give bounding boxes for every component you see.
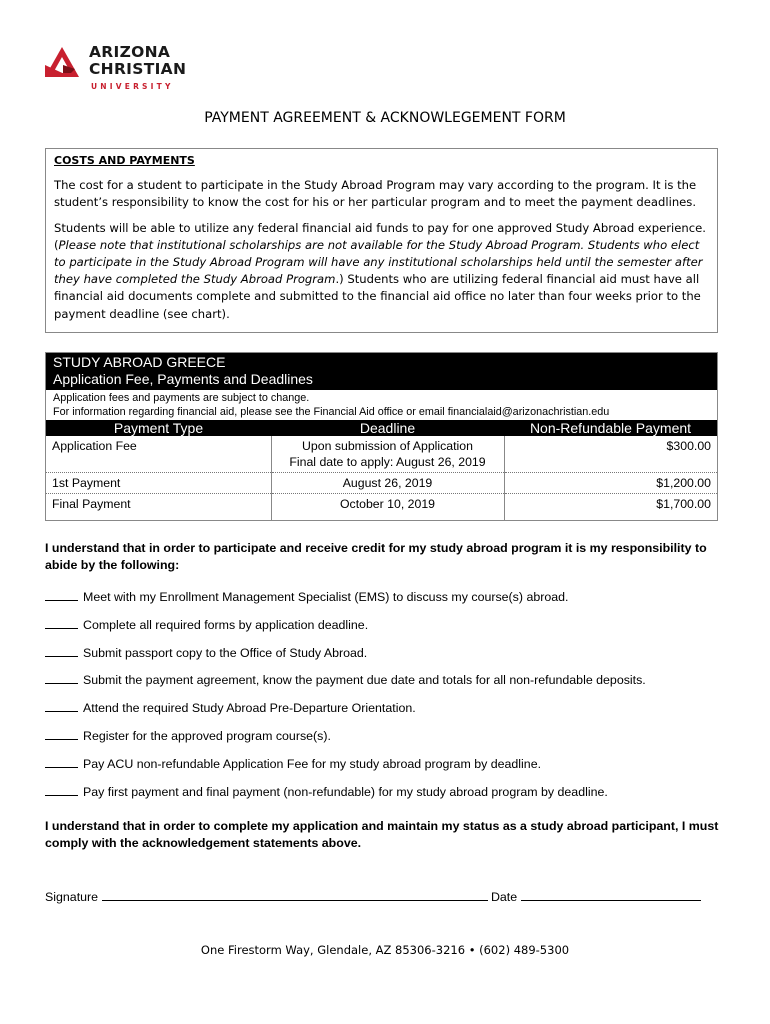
costs-paragraph-1: The cost for a student to participate in the Study Abroad Program may vary according to the program. It is the student’s responsibility to know the cost for his or her particular program and to meet the payment deadlines. [54,178,697,210]
date-label: Date [490,890,518,904]
date-line[interactable] [521,889,701,901]
logo-text-christian: CHRISTIAN [89,60,187,78]
deadline-cell: Upon submission of Application Final date to apply: August 26, 2019 [271,436,504,473]
checklist-item: Complete all required forms by application deadline. [45,617,368,633]
payment-table [46,420,717,520]
checklist-item: Pay ACU non-refundable Application Fee for my study abroad program by deadline. [45,756,541,772]
footer-address: One Firestorm Way, Glendale, AZ 85306-3216 • (602) 489-5300 [200,943,570,957]
amount-cell: $1,200.00 [504,473,717,494]
table-header-row [46,420,717,436]
table-row [46,494,717,521]
initial-blank[interactable] [45,618,78,629]
greece-title: STUDY ABROAD GREECE [53,354,226,370]
payment-type-cell: Application Fee [52,439,137,453]
deadline-cell: October 10, 2019 [271,494,504,521]
greece-header [46,353,717,390]
checklist-item: Attend the required Study Abroad Pre-Departure Orientation. [45,700,416,716]
university-logo [45,44,195,94]
logo-text-university: UNIVERSITY [91,82,174,91]
signature-line[interactable] [102,889,488,901]
initial-blank[interactable] [45,646,78,657]
greece-notes [46,390,717,420]
checklist-item: Submit the payment agreement, know the payment due date and totals for all non-refundable deposits. [45,672,646,688]
signature-row [45,889,701,904]
logo-text-arizona: ARIZONA [89,43,171,61]
deadline-cell: August 26, 2019 [271,473,504,494]
compliance-statement: I understand that in order to complete my application and maintain my status as a study abroad participant, I must comply with the acknowledgement statements above. [45,819,719,850]
costs-paragraph-2: Students will be able to utilize any federal financial aid funds to pay for one approved Study Abroad experience. (Please note that institutional scholarships are not available for the Study Abroad Program. Students who elect to participate in the Study Abroad Program will have any institutional scholarships held until the semester after they have completed the Study Abroad Program.) Students who are utilizing federal financial aid must have all financial aid documents complete and submitted to the financial aid office no later than four weeks prior to the payment deadline (see chart). [54,220,706,321]
initial-blank[interactable] [45,701,78,712]
greece-payment-section [45,352,718,521]
initial-blank[interactable] [45,590,78,601]
initial-blank[interactable] [45,757,78,768]
fees-note: Application fees and payments are subject to change. [53,392,310,404]
initial-blank[interactable] [45,785,78,796]
initial-blank[interactable] [45,729,78,740]
table-row [46,436,717,473]
amount-cell: $300.00 [504,436,717,473]
costs-and-payments-section [45,148,718,333]
column-header: Non-Refundable Payment [504,420,717,436]
form-title: PAYMENT AGREEMENT & ACKNOWLEGEMENT FORM [204,110,566,126]
payment-type-cell: 1st Payment [46,473,271,494]
greece-subtitle: Application Fee, Payments and Deadlines [53,371,313,387]
responsibility-statement: I understand that in order to participate and receive credit for my study abroad program it is my responsibility to abide by the following: [45,541,707,572]
checklist-item: Pay first payment and final payment (non-refundable) for my study abroad program by deadline. [45,784,608,800]
logo-mark-icon [45,47,79,79]
checklist-item: Register for the approved program course(s). [45,728,331,744]
column-header: Payment Type [46,420,271,436]
column-header: Deadline [271,420,504,436]
costs-heading: COSTS AND PAYMENTS [54,154,195,167]
amount-cell: $1,700.00 [504,494,717,521]
checklist-item: Meet with my Enrollment Management Specialist (EMS) to discuss my course(s) abroad. [45,589,568,605]
table-row [46,473,717,494]
financial-aid-note: For information regarding financial aid, please see the Financial Aid office or email financialaid@arizonachristian.edu [53,406,610,418]
initial-blank[interactable] [45,673,78,684]
checklist-item: Submit passport copy to the Office of Study Abroad. [45,645,367,661]
signature-label: Signature [45,890,99,904]
payment-type-cell: Final Payment [46,494,271,521]
